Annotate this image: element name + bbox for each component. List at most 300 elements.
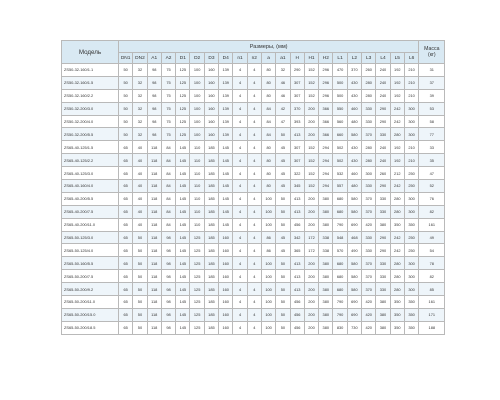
dimension-cell: 350	[390, 218, 404, 231]
dimension-cell: 250	[404, 244, 418, 257]
column-header-d1: D1	[176, 53, 190, 64]
dimension-cell: 280	[362, 141, 376, 154]
dimension-cell: 380	[376, 321, 390, 334]
dimension-cell: 580	[347, 205, 361, 218]
model-column-header: Модель	[62, 41, 119, 64]
dimension-cell: 145	[176, 141, 190, 154]
dimension-cell: 200	[304, 192, 318, 205]
dimension-cell: 345	[290, 180, 304, 193]
model-cell: ZS65-50-200/7.5	[62, 270, 119, 283]
mass-column-header	[419, 41, 445, 64]
dimension-cell: 65	[119, 283, 133, 296]
dimension-cell: 294	[319, 154, 333, 167]
dimension-cell: 350	[404, 296, 418, 309]
dimension-cell: 185	[204, 257, 218, 270]
dimension-cell: 330	[362, 115, 376, 128]
dimension-cell: 4	[247, 167, 261, 180]
dimension-cell: 98	[147, 76, 161, 89]
dimension-cell: 145	[176, 218, 190, 231]
dimension-cell: 145	[176, 244, 190, 257]
dimension-cell: 75	[161, 128, 175, 141]
dimension-cell: 210	[404, 64, 418, 77]
dimension-cell: 280	[390, 283, 404, 296]
dimension-cell: 32	[133, 64, 147, 77]
model-cell: ZS65-40-125/1.5	[62, 141, 119, 154]
dimension-cell: 50	[119, 102, 133, 115]
dimension-cell: 580	[347, 257, 361, 270]
dimension-cell: 330	[376, 270, 390, 283]
dimension-cell: 100	[190, 76, 204, 89]
dimension-cell: 680	[333, 205, 347, 218]
dimension-cell: 50	[119, 89, 133, 102]
dimension-cell: 4	[233, 141, 247, 154]
dimension-cell: 110	[190, 205, 204, 218]
dimension-cell: 145	[176, 270, 190, 283]
dimension-cell: 370	[362, 283, 376, 296]
header-row-group	[62, 41, 445, 53]
dimension-cell: 160	[219, 231, 233, 244]
dimension-cell: 75	[161, 76, 175, 89]
dimension-cell: 4	[233, 154, 247, 167]
dimension-cell: 145	[176, 321, 190, 334]
mass-cell: 85	[419, 283, 445, 296]
column-header-l1: L1	[333, 53, 347, 64]
dimension-cell: 420	[362, 308, 376, 321]
dimension-cell: 370	[362, 270, 376, 283]
dimension-cell: 152	[304, 64, 318, 77]
dimension-cell: 75	[161, 102, 175, 115]
dimension-cell: 65	[119, 231, 133, 244]
dimension-cell: 240	[376, 76, 390, 89]
dimension-cell: 192	[390, 64, 404, 77]
dimension-cell: 413	[290, 257, 304, 270]
mass-cell: 53	[419, 102, 445, 115]
dimension-cell: 212	[390, 167, 404, 180]
dimension-cell: 160	[219, 321, 233, 334]
dimension-cell: 32	[133, 102, 147, 115]
dimension-cell: 152	[304, 180, 318, 193]
dimension-cell: 145	[176, 167, 190, 180]
dimension-cell: 342	[290, 231, 304, 244]
dimension-cell: 32	[133, 128, 147, 141]
dimension-cell: 50	[119, 76, 133, 89]
mass-cell: 78	[419, 257, 445, 270]
dimension-cell: 50	[119, 128, 133, 141]
mass-cell: 33	[419, 141, 445, 154]
dimension-cell: 50	[276, 192, 290, 205]
dimension-cell: 145	[176, 180, 190, 193]
column-header-l6: L6	[404, 53, 418, 64]
dimension-cell: 32	[276, 64, 290, 77]
dimension-cell: 152	[304, 76, 318, 89]
dimension-cell: 145	[176, 308, 190, 321]
dimension-cell: 40	[133, 205, 147, 218]
dimension-cell: 370	[362, 257, 376, 270]
dimension-cell: 330	[376, 128, 390, 141]
dimension-cell: 118	[147, 244, 161, 257]
dimension-cell: 200	[304, 257, 318, 270]
dimension-cell: 160	[204, 64, 218, 77]
column-header-a1: a1	[276, 53, 290, 64]
mass-cell: 58	[419, 115, 445, 128]
dimension-cell: 240	[376, 64, 390, 77]
dimension-cell: 145	[176, 154, 190, 167]
dimension-cell: 280	[362, 154, 376, 167]
column-header-a2: A2	[161, 53, 175, 64]
dimension-cell: 160	[204, 76, 218, 89]
dimension-cell: 84	[161, 180, 175, 193]
dimension-cell: 4	[233, 296, 247, 309]
model-cell: ZS50-32-200/3.0	[62, 102, 119, 115]
dimension-cell: 65	[119, 257, 133, 270]
dimension-cell: 4	[247, 192, 261, 205]
dimension-cell: 4	[233, 128, 247, 141]
dimension-cell: 160	[219, 257, 233, 270]
column-header-h: H	[290, 53, 304, 64]
dimension-cell: 84	[161, 154, 175, 167]
table-row	[62, 89, 445, 102]
dimension-cell: 680	[333, 270, 347, 283]
dimension-cell: 330	[376, 257, 390, 270]
dimension-cell: 98	[147, 128, 161, 141]
dimension-cell: 365	[290, 244, 304, 257]
dimension-cell: 100	[261, 218, 275, 231]
dimension-cell: 75	[161, 64, 175, 77]
dimension-cell: 200	[304, 283, 318, 296]
table-row	[62, 205, 445, 218]
dimension-cell: 50	[276, 257, 290, 270]
dimension-cell: 260	[362, 64, 376, 77]
dimension-cell: 307	[290, 141, 304, 154]
dimension-cell: 4	[247, 128, 261, 141]
dimension-cell: 160	[219, 270, 233, 283]
dimension-cell: 160	[219, 308, 233, 321]
model-cell: ZS65-50-125/3.0	[62, 231, 119, 244]
dimension-cell: 280	[390, 128, 404, 141]
model-cell: ZS65-40-160/4.0	[62, 180, 119, 193]
dimension-cell: 460	[347, 102, 361, 115]
dimension-cell: 118	[147, 257, 161, 270]
dimension-cell: 790	[333, 296, 347, 309]
dimension-cell: 4	[233, 102, 247, 115]
model-cell: ZS50-32-160/1.1	[62, 64, 119, 77]
table-row	[62, 102, 445, 115]
column-header-d2: D2	[190, 53, 204, 64]
dimension-cell: 200	[304, 205, 318, 218]
dimension-cell: 139	[219, 128, 233, 141]
dimension-cell: 294	[319, 141, 333, 154]
dimension-cell: 98	[161, 270, 175, 283]
dimension-cell: 160	[204, 89, 218, 102]
dimension-cell: 4	[233, 308, 247, 321]
dimension-cell: 500	[333, 76, 347, 89]
mass-cell: 161	[419, 218, 445, 231]
mass-cell: 188	[419, 321, 445, 334]
dimension-cell: 370	[347, 64, 361, 77]
dimension-cell: 330	[362, 180, 376, 193]
dimension-cell: 118	[147, 192, 161, 205]
dimension-cell: 100	[261, 205, 275, 218]
dimension-cell: 460	[347, 167, 361, 180]
dimension-cell: 690	[347, 308, 361, 321]
dimension-cell: 4	[233, 76, 247, 89]
dimension-cell: 490	[347, 244, 361, 257]
dimension-cell: 65	[119, 167, 133, 180]
dimension-cell: 100	[190, 128, 204, 141]
dimension-cell: 118	[147, 205, 161, 218]
dimension-cell: 260	[376, 167, 390, 180]
dimension-cell: 86	[261, 231, 275, 244]
dimension-cell: 98	[147, 115, 161, 128]
dimension-cell: 98	[161, 244, 175, 257]
dimension-cell: 4	[233, 205, 247, 218]
dimension-cell: 240	[376, 154, 390, 167]
mass-cell: 76	[419, 192, 445, 205]
dimension-cell: 125	[190, 231, 204, 244]
column-header-l4: L4	[376, 53, 390, 64]
dimension-cell: 300	[404, 128, 418, 141]
model-cell: ZS65-40-125/2.2	[62, 154, 119, 167]
dimension-cell: 456	[290, 321, 304, 334]
dimension-cell: 84	[161, 141, 175, 154]
dimension-cell: 200	[304, 115, 318, 128]
dimension-cell: 430	[347, 89, 361, 102]
column-header-l2: L2	[347, 53, 361, 64]
dimension-cell: 294	[319, 167, 333, 180]
dimension-cell: 4	[247, 218, 261, 231]
dimension-cell: 185	[204, 283, 218, 296]
dimension-cell: 110	[190, 154, 204, 167]
dimension-cell: 45	[276, 180, 290, 193]
dimension-cell: 160	[204, 115, 218, 128]
dimension-cell: 110	[190, 180, 204, 193]
dimension-cell: 502	[333, 141, 347, 154]
dimension-cell: 45	[276, 154, 290, 167]
dimension-cell: 185	[204, 231, 218, 244]
dimension-cell: 4	[233, 283, 247, 296]
specs-table-container	[61, 40, 445, 335]
dimension-cell: 350	[404, 321, 418, 334]
dimension-cell: 330	[362, 231, 376, 244]
dimension-cell: 680	[333, 283, 347, 296]
dimension-cell: 98	[161, 283, 175, 296]
dimension-cell: 210	[404, 76, 418, 89]
dimension-cell: 65	[119, 321, 133, 334]
mass-cell: 52	[419, 180, 445, 193]
dimension-cell: 47	[276, 115, 290, 128]
model-cell: ZS65-50-200/9.2	[62, 283, 119, 296]
dimension-cell: 250	[404, 231, 418, 244]
dimension-cell: 242	[390, 180, 404, 193]
table-row	[62, 321, 445, 334]
column-header-l5: L5	[390, 53, 404, 64]
dimension-cell: 185	[204, 308, 218, 321]
dimension-cell: 300	[404, 205, 418, 218]
mass-cell: 161	[419, 296, 445, 309]
dimension-cell: 4	[247, 321, 261, 334]
dimension-cell: 185	[204, 192, 218, 205]
dimension-cell: 366	[319, 115, 333, 128]
dimension-cell: 370	[290, 102, 304, 115]
dimension-cell: 480	[347, 115, 361, 128]
dimension-cell: 65	[119, 308, 133, 321]
dimension-cell: 200	[304, 296, 318, 309]
model-cell: ZS50-32-200/4.0	[62, 115, 119, 128]
dimension-cell: 50	[133, 308, 147, 321]
dimension-cell: 240	[376, 89, 390, 102]
dimension-cell: 330	[376, 205, 390, 218]
dimension-cell: 118	[147, 141, 161, 154]
dimension-cell: 290	[290, 64, 304, 77]
model-cell: ZS65-40-200/7.5	[62, 205, 119, 218]
dimension-cell: 380	[319, 218, 333, 231]
dimension-cell: 139	[219, 76, 233, 89]
dimension-cell: 125	[176, 89, 190, 102]
dimension-cell: 145	[176, 283, 190, 296]
dimension-cell: 125	[190, 270, 204, 283]
table-row	[62, 76, 445, 89]
dimension-cell: 4	[247, 64, 261, 77]
dimension-cell: 50	[133, 296, 147, 309]
dimension-cell: 50	[133, 257, 147, 270]
dimension-cell: 380	[376, 218, 390, 231]
dimension-cell: 110	[190, 218, 204, 231]
dimension-cell: 125	[190, 283, 204, 296]
dimension-cell: 242	[390, 244, 404, 257]
dimension-cell: 350	[404, 308, 418, 321]
dimension-cell: 42	[276, 102, 290, 115]
dimension-cell: 50	[276, 218, 290, 231]
dimension-cell: 40	[133, 180, 147, 193]
dimension-cell: 290	[376, 231, 390, 244]
dimension-cell: 413	[290, 270, 304, 283]
dimension-cell: 4	[247, 257, 261, 270]
dimension-cell: 4	[247, 76, 261, 89]
dimension-cell: 4	[233, 257, 247, 270]
dimension-cell: 294	[319, 180, 333, 193]
dimension-cell: 80	[261, 76, 275, 89]
dimension-cell: 145	[219, 180, 233, 193]
dimension-cell: 192	[390, 89, 404, 102]
dimensions-group-header: Размеры, (мм)	[119, 41, 419, 53]
dimension-cell: 370	[362, 205, 376, 218]
dimension-cell: 65	[119, 205, 133, 218]
dimension-cell: 118	[147, 167, 161, 180]
dimension-cell: 125	[176, 115, 190, 128]
dimension-cell: 50	[133, 321, 147, 334]
dimension-cell: 100	[190, 115, 204, 128]
dimension-cell: 290	[376, 244, 390, 257]
dimension-cell: 350	[404, 218, 418, 231]
dimension-cell: 152	[304, 89, 318, 102]
dimension-cell: 84	[161, 218, 175, 231]
dimension-cell: 139	[219, 64, 233, 77]
table-row	[62, 308, 445, 321]
table-row	[62, 128, 445, 141]
dimension-cell: 468	[347, 231, 361, 244]
table-row	[62, 167, 445, 180]
model-cell: ZS65-50-200/18.5	[62, 321, 119, 334]
table-row	[62, 180, 445, 193]
dimension-cell: 40	[133, 154, 147, 167]
dimension-cell: 185	[204, 180, 218, 193]
dimension-cell: 280	[390, 270, 404, 283]
dimension-cell: 690	[347, 218, 361, 231]
dimension-cell: 125	[190, 308, 204, 321]
dimension-cell: 4	[233, 180, 247, 193]
dimension-cell: 185	[204, 205, 218, 218]
dimension-cell: 139	[219, 115, 233, 128]
dimension-cell: 307	[290, 89, 304, 102]
dimension-cell: 200	[304, 321, 318, 334]
dimension-cell: 84	[161, 167, 175, 180]
column-header-h2: H2	[319, 53, 333, 64]
dimension-cell: 192	[390, 76, 404, 89]
dimension-cell: 98	[161, 321, 175, 334]
dimension-cell: 152	[304, 154, 318, 167]
dimension-cell: 118	[147, 154, 161, 167]
dimension-cell: 50	[276, 270, 290, 283]
table-row	[62, 270, 445, 283]
dimension-cell: 4	[247, 102, 261, 115]
dimension-cell: 580	[347, 270, 361, 283]
column-header-dn1: DN1	[119, 53, 133, 64]
dimension-cell: 4	[247, 283, 261, 296]
dimension-cell: 46	[276, 76, 290, 89]
dimension-cell: 118	[147, 218, 161, 231]
dimension-cell: 40	[133, 218, 147, 231]
table-row	[62, 154, 445, 167]
dimension-cell: 296	[319, 64, 333, 77]
dimension-cell: 350	[390, 308, 404, 321]
header-row-columns	[62, 53, 445, 64]
dimension-cell: 80	[261, 64, 275, 77]
dimension-cell: 50	[276, 205, 290, 218]
dimension-cell: 4	[233, 321, 247, 334]
dimension-cell: 413	[290, 283, 304, 296]
dimension-cell: 145	[176, 257, 190, 270]
dimension-cell: 280	[362, 89, 376, 102]
dimension-cell: 100	[190, 64, 204, 77]
dimension-cell: 680	[333, 257, 347, 270]
dimension-cell: 380	[319, 205, 333, 218]
dimension-cell: 200	[304, 102, 318, 115]
specs-table-body	[62, 64, 445, 335]
mass-cell: 37	[419, 76, 445, 89]
dimension-cell: 50	[276, 296, 290, 309]
column-header-dn2: DN2	[133, 53, 147, 64]
dimension-cell: 690	[347, 296, 361, 309]
model-cell: ZS65-50-200/15.0	[62, 308, 119, 321]
dimension-cell: 80	[261, 141, 275, 154]
dimension-cell: 560	[333, 115, 347, 128]
dimension-cell: 45	[276, 231, 290, 244]
dimension-cell: 290	[376, 115, 390, 128]
dimension-cell: 456	[290, 218, 304, 231]
mass-cell: 39	[419, 89, 445, 102]
dimension-cell: 380	[376, 296, 390, 309]
table-row	[62, 141, 445, 154]
dimension-cell: 50	[133, 231, 147, 244]
dimension-cell: 300	[362, 167, 376, 180]
dimension-cell: 200	[304, 270, 318, 283]
dimension-cell: 4	[233, 244, 247, 257]
dimension-cell: 250	[404, 180, 418, 193]
dimension-cell: 338	[319, 244, 333, 257]
dimension-cell: 185	[204, 321, 218, 334]
dimension-cell: 330	[376, 283, 390, 296]
dimension-cell: 4	[247, 154, 261, 167]
